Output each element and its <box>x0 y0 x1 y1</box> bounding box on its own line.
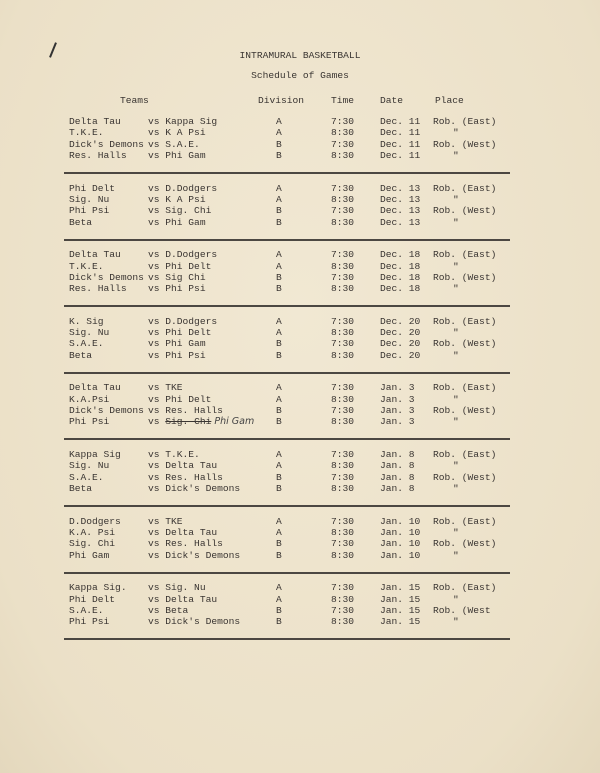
cell-date: Dec. 18 <box>380 271 421 283</box>
block-divider <box>64 239 510 241</box>
cell-division: A <box>276 327 282 339</box>
cell-place: " <box>453 327 459 339</box>
cell-time: 8:30 <box>331 216 355 228</box>
cell-place: Rob. (East) <box>433 116 497 127</box>
cell-place: " <box>453 149 459 161</box>
cell-division: A <box>276 116 282 127</box>
document-subtitle: Schedule of Games <box>251 70 349 81</box>
cell-team-away: vs Sig. Chi <box>148 205 212 217</box>
cell-date: Dec. 20 <box>380 327 421 339</box>
cell-division: B <box>276 471 282 483</box>
cell-time: 7:30 <box>331 182 355 194</box>
cell-team-away: vs Res. Halls <box>148 471 223 483</box>
cell-date: Jan. 10 <box>380 526 421 538</box>
cell-team-away: vs Delta Tau <box>148 593 218 605</box>
cell-time: 7:30 <box>331 271 355 283</box>
cell-division: A <box>276 260 282 272</box>
block-divider <box>64 572 510 574</box>
cell-date: Jan. 10 <box>380 549 421 561</box>
cell-place: Rob. (West <box>433 604 491 616</box>
header-teams: Teams <box>120 95 149 106</box>
cell-time: 8:30 <box>331 526 355 538</box>
cell-division: B <box>276 271 282 283</box>
cell-team-home: K. Sig <box>69 315 104 327</box>
cell-division: A <box>276 593 282 605</box>
cell-division: A <box>276 249 282 261</box>
cell-team-away: vs Phi Gam <box>148 149 206 161</box>
cell-date: Jan. 10 <box>380 538 421 550</box>
cell-division: B <box>276 149 282 161</box>
cell-date: Dec. 11 <box>380 138 421 150</box>
cell-team-home: S.A.E. <box>69 338 104 350</box>
cell-division: B <box>276 482 282 494</box>
cell-team-home: Res. Halls <box>69 283 127 295</box>
cell-team-home: Kappa Sig. <box>69 582 127 594</box>
cell-time: 7:30 <box>331 382 355 394</box>
cell-division: B <box>276 338 282 350</box>
cell-team-away: vs Sig Chi <box>148 271 206 283</box>
cell-division: B <box>276 349 282 361</box>
cell-division: B <box>276 549 282 561</box>
cell-team-home: K.A. Psi <box>69 526 116 538</box>
cell-date: Jan. 3 <box>380 393 415 405</box>
cell-time: 7:30 <box>331 249 355 261</box>
cell-team-away: vs TKE <box>148 382 183 394</box>
cell-division: A <box>276 315 282 327</box>
cell-team-home: T.K.E. <box>69 127 104 139</box>
cell-team-away: vs Dick's Demons <box>148 616 241 628</box>
cell-place: Rob. (West) <box>433 338 497 350</box>
cell-team-home: Beta <box>69 216 93 228</box>
cell-time: 7:30 <box>331 315 355 327</box>
cell-time: 8:30 <box>331 416 355 428</box>
cell-team-home: Dick's Demons <box>69 271 144 283</box>
cell-date: Jan. 3 <box>380 416 415 428</box>
cell-team-away: vs Phi Gam <box>148 216 206 228</box>
cell-place: " <box>453 616 459 628</box>
cell-place: " <box>453 283 459 295</box>
cell-division: A <box>276 515 282 527</box>
cell-time: 7:30 <box>331 205 355 217</box>
cell-place: Rob. (East) <box>433 449 497 460</box>
cell-team-away: vs S.A.E. <box>148 138 200 150</box>
cell-team-away: vs Dick's Demons <box>148 549 241 561</box>
cell-division: B <box>276 616 282 628</box>
cell-division: B <box>276 283 282 295</box>
cell-team-home: Phi Psi <box>69 416 110 428</box>
cell-team-home: Delta Tau <box>69 382 121 394</box>
cell-date: Dec. 13 <box>380 216 421 228</box>
cell-date: Dec. 13 <box>380 193 421 205</box>
document-title: INTRAMURAL BASKETBALL <box>239 50 361 61</box>
cell-time: 8:30 <box>331 616 355 628</box>
cell-division: B <box>276 405 282 416</box>
header-place: Place <box>435 95 464 106</box>
cell-time: 7:30 <box>331 471 355 483</box>
cell-team-home: Dick's Demons <box>69 138 144 150</box>
cell-team-away: vs Dick's Demons <box>148 482 241 494</box>
block-divider <box>64 438 510 440</box>
cell-date: Jan. 3 <box>380 405 415 416</box>
cell-place: " <box>453 416 459 428</box>
cell-team-away: vs T.K.E. <box>148 449 200 460</box>
cell-date: Jan. 8 <box>380 482 415 494</box>
cell-team-away: vs D.Dodgers <box>148 182 218 194</box>
cell-place: Rob. (West) <box>433 538 497 550</box>
cell-team-home: Phi Delt <box>69 593 116 605</box>
cell-date: Dec. 18 <box>380 283 421 295</box>
cell-team-home: D.Dodgers <box>69 515 121 527</box>
cell-team-away: vs K A Psi <box>148 127 206 139</box>
cell-team-away: vs K A Psi <box>148 193 206 205</box>
cell-place: Rob. (East) <box>433 582 497 594</box>
cell-division: B <box>276 216 282 228</box>
cell-date: Dec. 20 <box>380 315 421 327</box>
cell-date: Dec. 11 <box>380 127 421 139</box>
header-date: Date <box>380 95 404 106</box>
cell-time: 7:30 <box>331 138 355 150</box>
cell-time: 8:30 <box>331 549 355 561</box>
cell-team-home: Delta Tau <box>69 249 121 261</box>
cell-team-home: S.A.E. <box>69 471 104 483</box>
block-divider <box>64 305 510 307</box>
cell-division: A <box>276 182 282 194</box>
cell-date: Dec. 13 <box>380 182 421 194</box>
header-division: Division <box>258 95 305 106</box>
cell-team-home: Dick's Demons <box>69 405 144 416</box>
cell-team-home: S.A.E. <box>69 604 104 616</box>
cell-time: 8:30 <box>331 283 355 295</box>
cell-place: Rob. (West) <box>433 138 497 150</box>
cell-time: 8:30 <box>331 482 355 494</box>
cell-team-home: K.A.Psi <box>69 393 110 405</box>
cell-division: B <box>276 538 282 550</box>
cell-team-away: vs Phi Psi <box>148 349 206 361</box>
cell-team-away: vs Phi Psi <box>148 283 206 295</box>
cell-team-home: Sig. Chi <box>69 538 116 550</box>
cell-date: Jan. 3 <box>380 382 415 394</box>
cell-team-home: Beta <box>69 349 93 361</box>
cell-team-home: Phi Psi <box>69 205 110 217</box>
cell-date: Dec. 18 <box>380 249 421 261</box>
cell-time: 8:30 <box>331 349 355 361</box>
cell-date: Jan. 15 <box>380 604 421 616</box>
cell-team-home: Res. Halls <box>69 149 127 161</box>
cell-time: 7:30 <box>331 604 355 616</box>
cell-date: Jan. 10 <box>380 515 421 527</box>
cell-team-away: vs Delta Tau <box>148 460 218 472</box>
cell-date: Dec. 11 <box>380 116 421 127</box>
block-divider <box>64 638 510 640</box>
cell-division: A <box>276 449 282 460</box>
cell-division: A <box>276 460 282 472</box>
cell-division: B <box>276 138 282 150</box>
cell-time: 7:30 <box>331 405 355 416</box>
block-divider <box>64 505 510 507</box>
cell-time: 7:30 <box>331 338 355 350</box>
cell-time: 8:30 <box>331 149 355 161</box>
cell-date: Jan. 15 <box>380 616 421 628</box>
cell-time: 7:30 <box>331 582 355 594</box>
cell-division: B <box>276 416 282 428</box>
cell-place: Rob. (East) <box>433 515 497 527</box>
cell-time: 7:30 <box>331 538 355 550</box>
cell-date: Dec. 11 <box>380 149 421 161</box>
cell-team-home: Kappa Sig <box>69 449 121 460</box>
cell-time: 8:30 <box>331 327 355 339</box>
cell-date: Jan. 8 <box>380 449 415 460</box>
cell-division: A <box>276 393 282 405</box>
cell-place: Rob. (West) <box>433 271 497 283</box>
cell-team-away: vs Res. Halls <box>148 405 223 416</box>
cell-division: B <box>276 604 282 616</box>
cell-team-home: Sig. Nu <box>69 460 110 472</box>
cell-team-away: vs Sig. Chi Phi Gam <box>148 416 255 428</box>
cell-time: 7:30 <box>331 515 355 527</box>
cell-division: A <box>276 382 282 394</box>
cell-date: Jan. 15 <box>380 582 421 594</box>
cell-time: 8:30 <box>331 593 355 605</box>
header-time: Time <box>331 95 355 106</box>
cell-place: Rob. (West) <box>433 471 497 483</box>
struck-text: Sig. Chi <box>165 416 212 428</box>
cell-date: Dec. 13 <box>380 205 421 217</box>
cell-time: 7:30 <box>331 116 355 127</box>
cell-division: B <box>276 205 282 217</box>
cell-division: A <box>276 193 282 205</box>
cell-team-away: vs Phi Delt <box>148 327 212 339</box>
cell-time: 7:30 <box>331 449 355 460</box>
cell-division: A <box>276 127 282 139</box>
cell-place: " <box>453 216 459 228</box>
cell-place: " <box>453 349 459 361</box>
cell-division: A <box>276 526 282 538</box>
cell-place: Rob. (West) <box>433 205 497 217</box>
cell-team-away: vs TKE <box>148 515 183 527</box>
cell-place: " <box>453 260 459 272</box>
cell-division: A <box>276 582 282 594</box>
cell-place: " <box>453 393 459 405</box>
cell-place: Rob. (East) <box>433 315 497 327</box>
cell-place: " <box>453 127 459 139</box>
cell-date: Dec. 20 <box>380 338 421 350</box>
cell-place: Rob. (East) <box>433 182 497 194</box>
cell-place: " <box>453 482 459 494</box>
cell-time: 8:30 <box>331 260 355 272</box>
cell-team-home: Phi Delt <box>69 182 116 194</box>
cell-place: Rob. (East) <box>433 382 497 394</box>
cell-team-home: Sig. Nu <box>69 193 110 205</box>
cell-team-away: vs Beta <box>148 604 189 616</box>
cell-date: Jan. 8 <box>380 471 415 483</box>
handwritten-correction: Phi Gam <box>211 416 255 428</box>
cell-place: " <box>453 549 459 561</box>
cell-team-away: vs Phi Gam <box>148 338 206 350</box>
cell-team-home: Beta <box>69 482 93 494</box>
cell-team-home: T.K.E. <box>69 260 104 272</box>
cell-time: 8:30 <box>331 127 355 139</box>
cell-place: Rob. (East) <box>433 249 497 261</box>
cell-team-away: vs D.Dodgers <box>148 249 218 261</box>
cell-date: Jan. 15 <box>380 593 421 605</box>
cell-team-home: Phi Psi <box>69 616 110 628</box>
cell-time: 8:30 <box>331 460 355 472</box>
cell-team-away: vs Kappa Sig <box>148 116 218 127</box>
cell-date: Dec. 18 <box>380 260 421 272</box>
cell-team-away: vs Delta Tau <box>148 526 218 538</box>
cell-place: " <box>453 593 459 605</box>
cell-team-away: vs Sig. Nu <box>148 582 206 594</box>
cell-team-home: Phi Gam <box>69 549 110 561</box>
cell-time: 8:30 <box>331 193 355 205</box>
cell-date: Dec. 20 <box>380 349 421 361</box>
cell-team-away: vs D.Dodgers <box>148 315 218 327</box>
cell-team-away: vs Phi Delt <box>148 393 212 405</box>
block-divider <box>64 372 510 374</box>
cell-place: Rob. (West) <box>433 405 497 416</box>
cell-team-home: Sig. Nu <box>69 327 110 339</box>
cell-place: " <box>453 460 459 472</box>
block-divider <box>64 172 510 174</box>
cell-team-away: vs Phi Delt <box>148 260 212 272</box>
cell-place: " <box>453 526 459 538</box>
cell-date: Jan. 8 <box>380 460 415 472</box>
cell-time: 8:30 <box>331 393 355 405</box>
cell-team-home: Delta Tau <box>69 116 121 127</box>
cell-team-away: vs Res. Halls <box>148 538 223 550</box>
cell-place: " <box>453 193 459 205</box>
